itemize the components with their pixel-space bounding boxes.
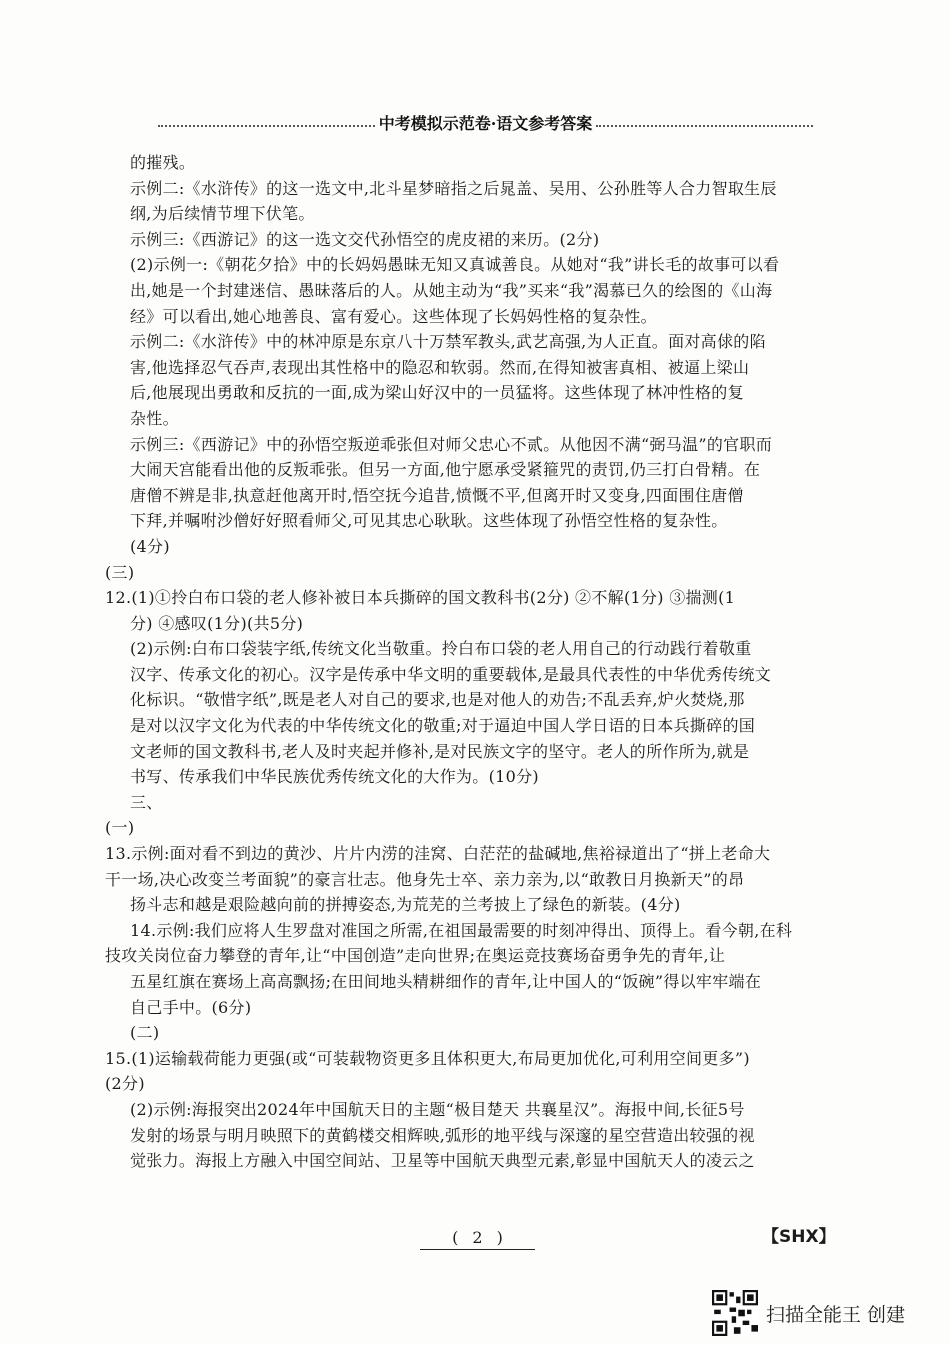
text-line: 的摧残。 — [130, 153, 196, 172]
page-number — [420, 1224, 535, 1250]
text-line: 书写、传承我们中华民族优秀传统文化的大作为。(10分) — [130, 767, 539, 787]
page-paren-left: ( — [452, 1227, 459, 1247]
text-line: 经》可以看出,她心地善良、富有爱心。这些体现了长妈妈性格的复杂性。 — [130, 306, 657, 326]
text-line: 汉字、传承文化的初心。汉字是传承中华文明的重要载体,是最具代表性的中华优秀传统文 — [130, 664, 772, 684]
header-title: 中考模拟示范卷·语文参考答案 — [378, 113, 593, 133]
text-line: 是对以汉字文化为代表的中华传统文化的敬重;对于逼迫中国人学日语的日本兵撕碎的国 — [130, 716, 756, 736]
text-line: 示例三:《西游记》中的孙悟空叛逆乖张但对师父忠心不贰。从他因不满“弼马温”的官职而 — [130, 434, 773, 454]
text-line: (2)示例:海报突出2024年中国航天日的主题“极目楚天 共襄星汉”。海报中间,长征5号 — [130, 1099, 745, 1119]
section-label: (一) — [105, 818, 135, 838]
page-number-value: 2 — [472, 1227, 483, 1247]
answer-content — [105, 150, 830, 1174]
question-line: 干一场,决心改变兰考面貌”的豪言壮志。他身先士卒、亲力亲为,以“敢教日月换新天”的昂 — [105, 869, 745, 889]
text-line: 下拜,并嘱咐沙僧好好照看师父,可见其忠心耿耿。这些体现了孙悟空性格的复杂性。 — [130, 511, 728, 531]
text-line: 三、 — [130, 792, 163, 812]
section-label: 15.(1)运输载荷能力更强(或“可装载物资更多且体积更大,布局更加优化,可利用空间更多”) — [105, 1048, 750, 1068]
text-line: (4分) — [130, 536, 170, 556]
qr-code-icon — [712, 1290, 758, 1336]
text-line: 发射的场景与明月映照下的黄鹤楼交相辉映,弧形的地平线与深邃的星空营造出较强的视 — [130, 1125, 755, 1145]
text-line: (二) — [130, 1023, 160, 1043]
text-line: 唐僧不辨是非,执意赶他离开时,悟空抚今追昔,愤慨不平,但离开时又变身,四面围住唐僧 — [130, 485, 744, 505]
text-line: 出,她是一个封建迷信、愚昧落后的人。从她主动为“我”买来“我”渴慕已久的绘图的《山海 — [130, 280, 773, 300]
watermark-text: 扫描全能王 创建 — [766, 1303, 906, 1326]
text-line: (2)示例一:《朝花夕拾》中的长妈妈愚昧无知又真诚善良。从她对“我”讲长毛的故事可以看 — [130, 255, 780, 275]
header-dots-left — [158, 125, 375, 127]
page-number-underline — [420, 1249, 535, 1250]
text-line: (2)示例:白布口袋装字纸,传统文化当敬重。拎白布口袋的老人用自己的行动践行着敬重 — [130, 639, 752, 659]
header-dots-right — [596, 125, 813, 127]
section-label: 13.示例:面对看不到边的黄沙、片片内涝的洼窝、白茫茫的盐碱地,焦裕禄道出了“拼上老命大 — [105, 844, 771, 864]
question-line: 12.(1)①拎白布口袋的老人修补被日本兵撕碎的国文教科书(2分) ②不解(1分) ③揣测(1 — [105, 588, 736, 608]
text-line: 五星红旗在赛场上高高飘扬;在田间地头精耕细作的青年,让中国人的“饭碗”得以牢牢端在 — [130, 972, 762, 991]
text-line: 后,他展现出勇敢和反抗的一面,成为梁山好汉中的一员猛将。这些体现了林冲性格的复 — [130, 383, 744, 403]
text-line: 示例三:《西游记》的这一选文交代孙悟空的虎皮裙的来历。(2分) — [130, 229, 600, 249]
text-line: 文老师的国文教科书,老人及时夹起并修补,是对民族文字的坚守。老人的所作所为,就是 — [130, 741, 750, 761]
page-paren-right: ) — [496, 1227, 503, 1247]
text-line: 化标识。“敬惜字纸”,既是老人对自己的要求,也是对他人的劝告;不乱丢弃,炉火焚烧,那 — [130, 690, 745, 710]
text-line: 自己手中。(6分) — [130, 997, 252, 1017]
page-header — [158, 110, 813, 134]
question-line: 技攻关岗位奋力攀登的青年,让“中国创造”走向世界;在奥运竞技赛场奋勇争先的青年,让 — [105, 946, 726, 966]
text-line: 14.示例:我们应将人生罗盘对准国之所需,在祖国最需要的时刻冲得出、顶得上。看今朝,在科 — [130, 920, 793, 940]
section-label: (三) — [105, 562, 135, 582]
text-line: 纲,为后续情节埋下伏笔。 — [130, 204, 315, 224]
question-line: (2分) — [105, 1074, 145, 1094]
text-line: 杂性。 — [130, 408, 179, 428]
text-line: 示例二:《水浒传》中的林冲原是东京八十万禁军教头,武艺高强,为人正直。面对高俅的陷 — [130, 332, 766, 352]
text-line: 觉张力。海报上方融入中国空间站、卫星等中国航天典型元素,彰显中国航天人的凌云之 — [130, 1151, 755, 1171]
text-line: 大闹天宫能看出他的反叛乖张。但另一方面,他宁愿承受紧箍咒的责罚,仍三打白骨精。在 — [130, 460, 761, 480]
text-line: 示例二:《水浒传》的这一选文中,北斗星梦暗指之后晁盖、吴用、公孙胜等人合力智取生辰 — [130, 178, 777, 198]
text-line: 扬斗志和越是艰险越向前的拼搏姿态,为荒芜的兰考披上了绿色的新装。(4分) — [130, 895, 681, 915]
exam-code: 【SHX】 — [762, 1227, 836, 1247]
scanner-watermark — [712, 1290, 905, 1336]
text-line: 分) ④感叹(1分)(共5分) — [130, 613, 304, 633]
text-line: 害,他选择忍气吞声,表现出其性格中的隐忍和软弱。然而,在得知被害真相、被逼上梁山 — [130, 357, 750, 377]
